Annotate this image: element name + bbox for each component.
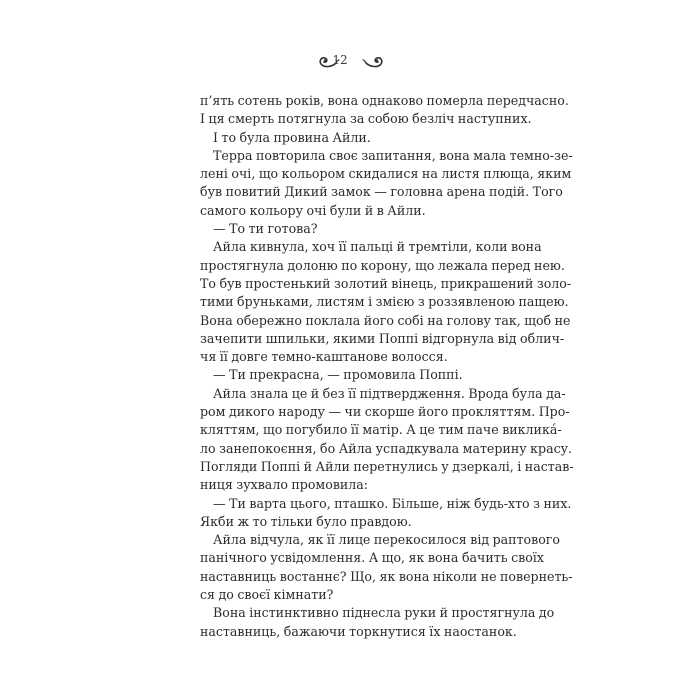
text-line: — То ти готова? xyxy=(213,221,318,237)
text-line: І ця смерть потягнула за собою безліч наступних. xyxy=(200,111,532,127)
text-line: Терра повторила своє запитання, вона мала темно-зе- xyxy=(213,147,573,163)
page-number: 12 xyxy=(332,53,348,67)
text-line: Айла кивнула, хоч її пальці й тремтіли, коли вона xyxy=(213,239,542,255)
text-line: ло занепокоєння, бо Айла успадкувала материну красу. xyxy=(200,440,573,456)
text-line: панічного усвідомлення. А що, як вона бачить своїх xyxy=(200,550,544,566)
text-line: простягнула долоню по корону, що лежала перед нею. xyxy=(200,257,565,273)
right-swirl-ornament-icon xyxy=(362,51,386,71)
text-line: — Ти варта цього, пташко. Більше, ніж будь-хто з них. xyxy=(213,495,572,511)
text-line: Айла відчула, як її лице перекосилося від раптового xyxy=(213,532,560,548)
text-line: самого кольору очі були й в Айли. xyxy=(200,202,426,218)
text-line: Якби ж то тільки було правдою. xyxy=(200,513,412,529)
text-line: наставниць, бажаючи торкнутися їх наостанок. xyxy=(200,623,517,639)
text-line: п’ять сотень років, вона однаково померла передчасно. xyxy=(200,93,569,108)
text-line: ся до своєї кімнати? xyxy=(200,587,334,603)
body-text xyxy=(200,92,574,641)
text-line: був повитий Дикий замок — головна арена подій. Того xyxy=(200,184,563,200)
text-line: кляттям, що погубило її матір. А це тим паче викликá- xyxy=(200,422,562,438)
text-line: тими бруньками, листям і змією з роззявленою пащею. xyxy=(200,294,569,310)
text-line: Вона інстинктивно піднесла руки й простягнула до xyxy=(213,605,555,621)
text-line: ром дикого народу — чи скорше його прокляттям. Про- xyxy=(200,404,570,420)
text-line: лені очі, що кольором скидалися на листя плюща, яким xyxy=(200,166,572,182)
text-line: Вона обережно поклала його собі на голову так, щоб не xyxy=(200,312,571,328)
text-line: — Ти прекрасна, — промовила Поппі. xyxy=(213,367,463,383)
text-line: ниця зухвало промовила: xyxy=(200,477,369,493)
text-line: чя її довге темно-каштанове волосся. xyxy=(200,349,448,365)
text-line: То був простенький золотий вінець, прикрашений золо- xyxy=(200,275,572,291)
text-line: І то була провина Айли. xyxy=(213,129,371,145)
text-line: Айла знала це й без її підтвердження. Врода була да- xyxy=(213,385,566,401)
text-line: зачепити шпильки, якими Поппі відгорнула від облич- xyxy=(200,330,565,346)
text-line: Погляди Поппі й Айли перетнулись у дзеркалі, і настав- xyxy=(200,458,574,474)
page-header xyxy=(0,50,680,72)
text-line: наставниць востаннє? Що, як вона ніколи не повернеть- xyxy=(200,568,573,584)
